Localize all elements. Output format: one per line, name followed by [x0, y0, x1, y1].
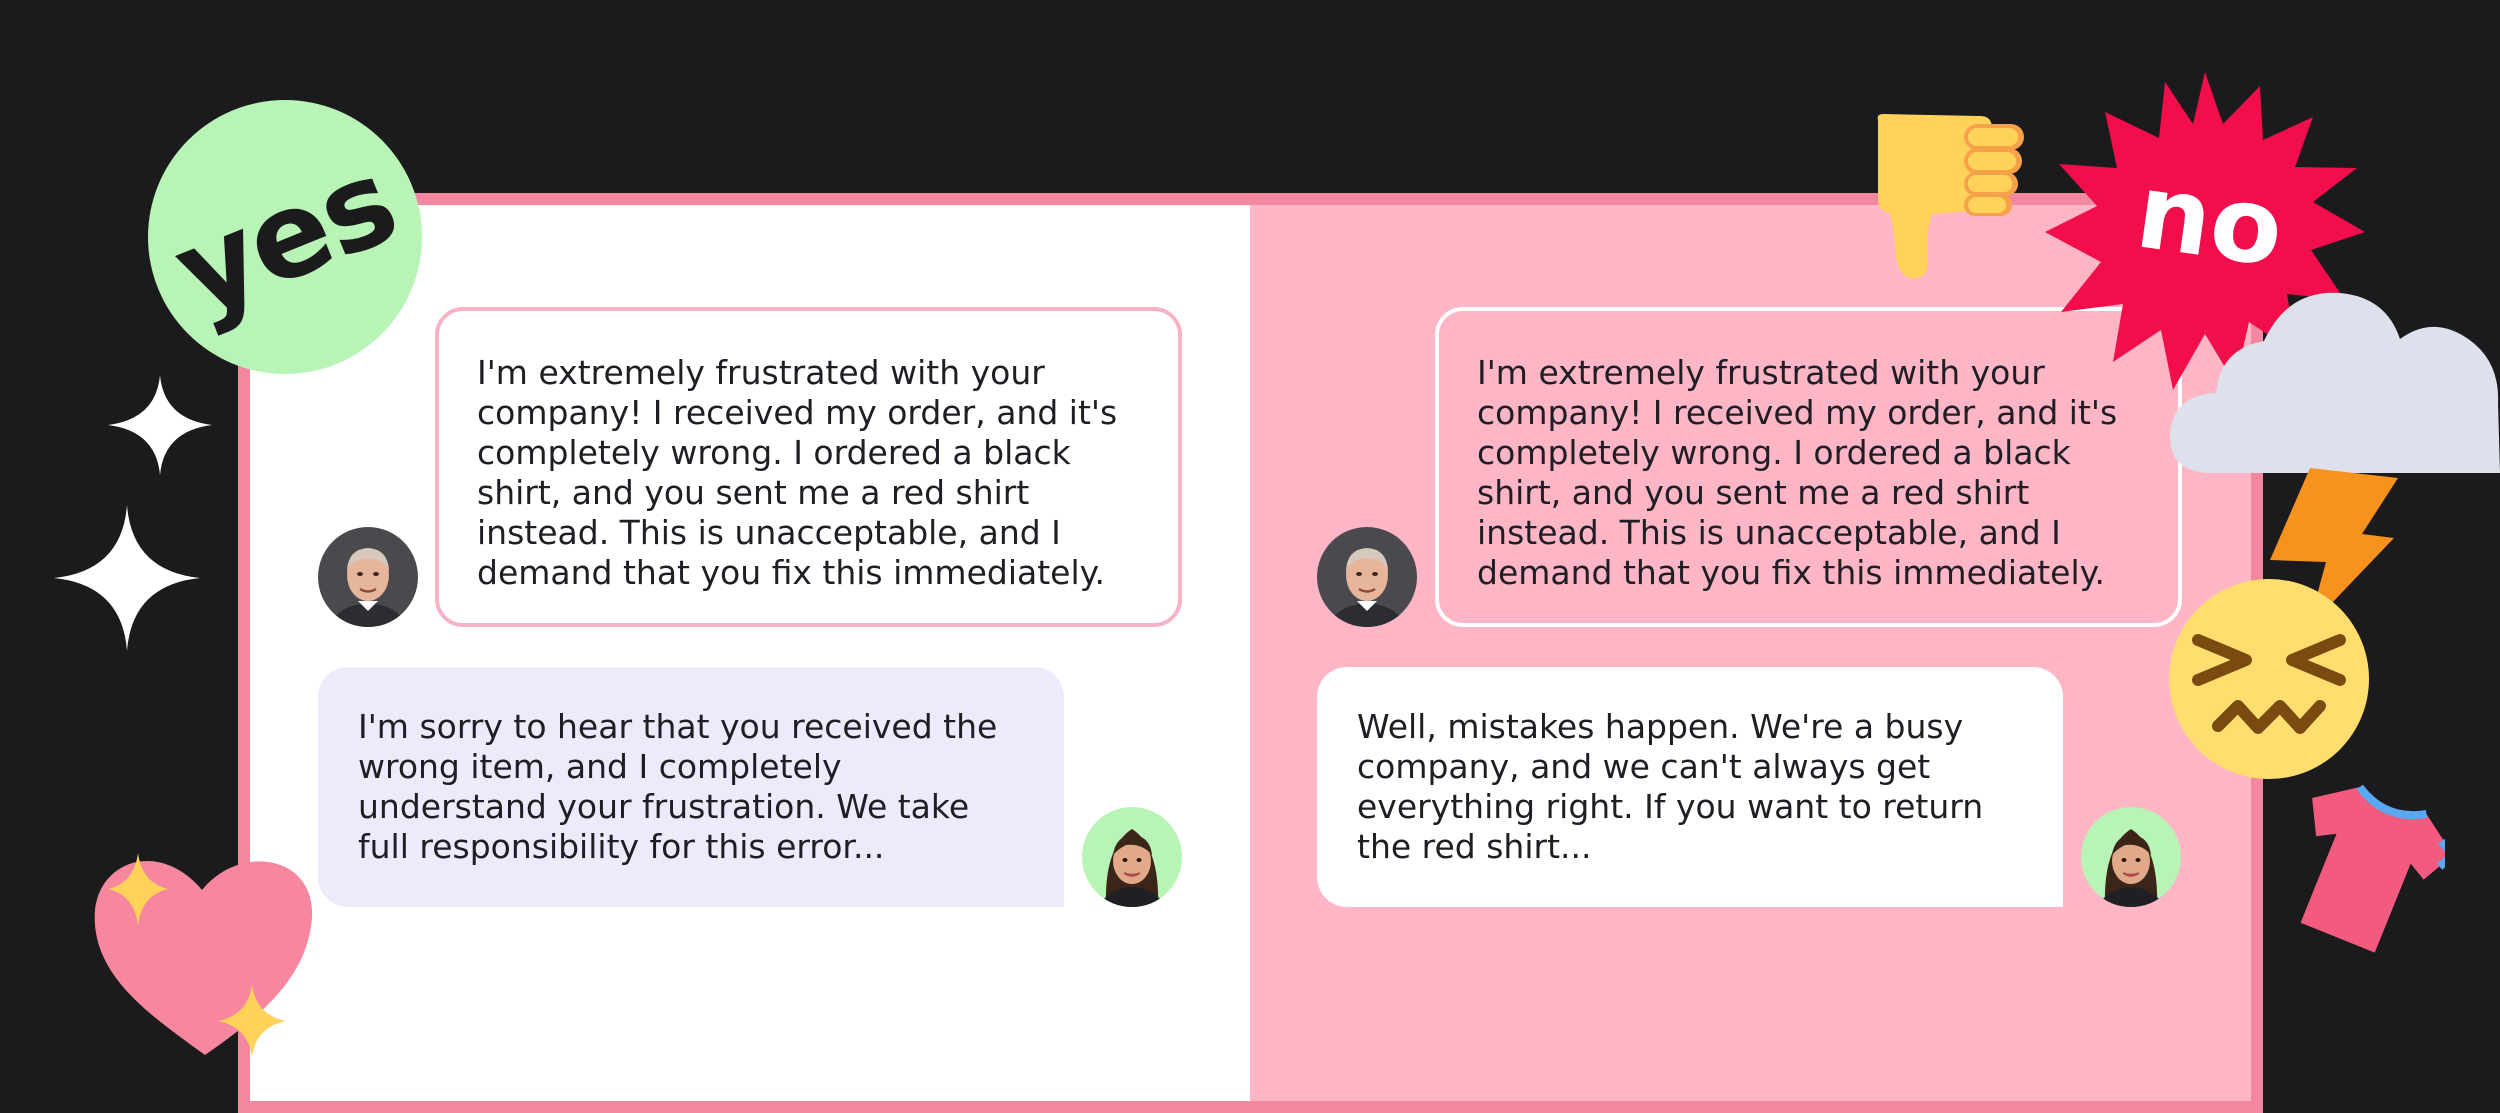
- storm-cloud-icon: [2168, 283, 2500, 473]
- customer-avatar: [1317, 527, 1417, 627]
- agent-reply-bubble-good: [318, 667, 1064, 907]
- agent-reply-text: Well, mistakes happen. We're a busy company, and we can't always get everything right. If you want to return the red shirt...: [1357, 707, 1984, 866]
- agent-reply-text: I'm sorry to hear that you received the wrong item, and I completely understand your frustration. We take full responsibility for this error...: [358, 707, 998, 866]
- agent-reply-bubble-bad: [1317, 667, 2063, 907]
- customer-message-text: I'm extremely frustrated with your company! I received my order, and it's completely wrong. I ordered a black shirt, and you sent me a red shirt instead. This is unacceptable, and I demand that you fix this immediately.: [1477, 353, 2118, 592]
- customer-avatar: [318, 527, 418, 627]
- yes-badge: [148, 100, 422, 374]
- customer-message-text: I'm extremely frustrated with your company! I received my order, and it's completely wrong. I ordered a black shirt, and you sent me a red shirt instead. This is unacceptable, and I demand that you fix this immediately.: [477, 353, 1118, 592]
- thumbs-down-icon: [1868, 110, 2026, 282]
- agent-avatar: [2081, 807, 2181, 907]
- yes-label: yes: [156, 131, 414, 343]
- agent-avatar: [1082, 807, 1182, 907]
- sparkle-icon: [54, 505, 200, 651]
- frustrated-face-icon: [2168, 578, 2370, 780]
- no-label: no: [2129, 149, 2291, 291]
- t-shirt-icon: [2285, 785, 2445, 955]
- customer-message-bubble-good: [435, 307, 1182, 627]
- heart-icon: [90, 845, 320, 1060]
- sparkle-icon: [108, 375, 212, 475]
